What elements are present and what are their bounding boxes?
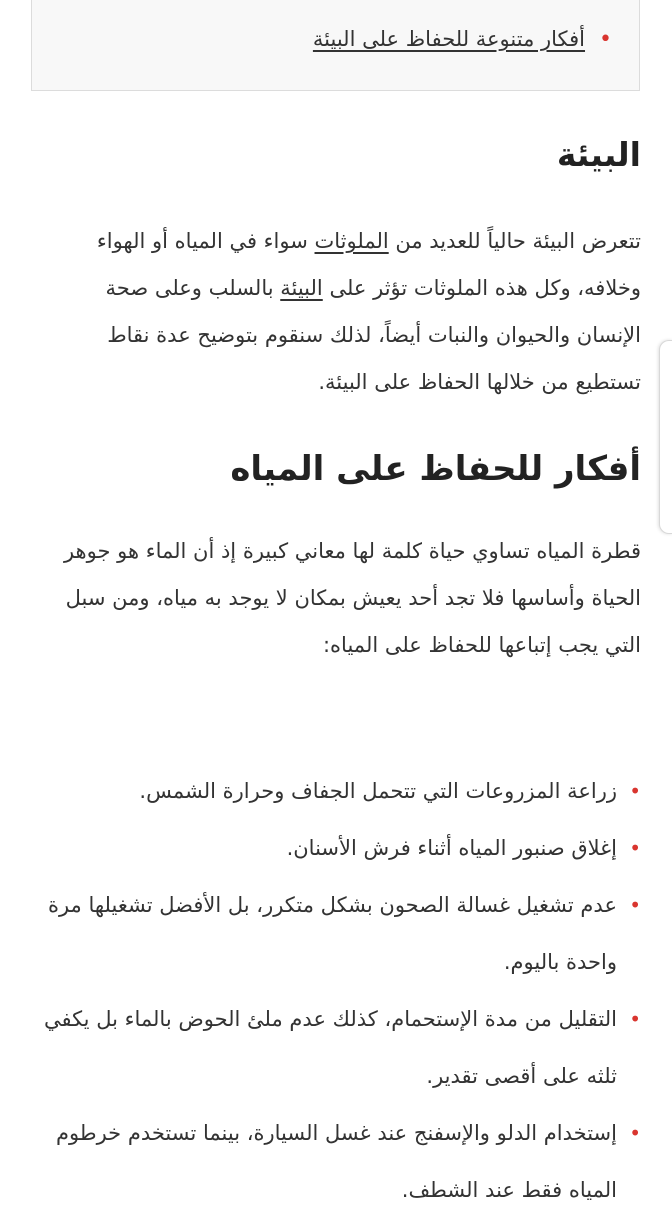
tip-text: عدم تشغيل غسالة الصحون بشكل متكرر، بل الأفضل تشغيلها مرة واحدة باليوم. <box>47 893 617 974</box>
toc-item <box>313 23 612 56</box>
paragraph-text: تتعرض البيئة حالياً للعديد من <box>388 229 641 253</box>
water-paragraph: قطرة المياه تساوي حياة كلمة لها معاني كبيرة إذ أن الماء هو جوهر الحياة وأساسها فلا تجد أحد يعيش بمكان لا يوجد به مياه، ومن سبل التي يجب إتباعها للحفاظ على المياه: <box>63 539 641 657</box>
list-item <box>41 1105 641 1219</box>
link-pollutants[interactable]: الملوثات <box>314 229 389 253</box>
side-panel-handle[interactable] <box>659 340 672 534</box>
paragraph-text: بالسلب وعلى صحة الإنسان والحيوان والنبات أيضاً، لذلك سنقوم بتوضيح عدة نقاط تستطيع من خلالها الحفاظ على البيئة. <box>105 276 641 394</box>
bullet-icon: • <box>629 836 641 860</box>
tip-text: التقليل من مدة الإستحمام، كذلك عدم ملئ الحوض بالماء بل يكفي ثلثه على أقصى تقدير. <box>43 1007 617 1088</box>
list-item <box>41 763 641 820</box>
tip-text: إغلاق صنبور المياه أثناء فرش الأسنان. <box>286 836 617 860</box>
bullet-icon: • <box>629 1007 641 1031</box>
paragraph-text: سواء في المياه أو الهواء وخلافه، وكل هذه الملوثات تؤثر على <box>96 229 641 300</box>
bullet-icon: • <box>629 779 641 803</box>
list-item <box>41 877 641 991</box>
bullet-icon: • <box>629 893 641 917</box>
link-environment[interactable]: البيئة <box>280 276 323 300</box>
tip-text: زراعة المزروعات التي تتحمل الجفاف وحرارة الشمس. <box>139 779 617 803</box>
toc-link-environment-ideas[interactable]: أفكار متنوعة للحفاظ على البيئة <box>312 27 586 51</box>
list-item <box>41 991 641 1105</box>
list-item <box>41 820 641 877</box>
environment-paragraph <box>41 218 641 406</box>
section-heading-water: أفكار للحفاظ على المياه <box>230 449 641 489</box>
bullet-icon: • <box>599 27 612 52</box>
section-heading-environment: البيئة <box>556 135 641 174</box>
tip-text: إستخدام الدلو والإسفنج عند غسل السيارة، بينما تستخدم خرطوم المياه فقط عند الشطف. <box>56 1121 617 1202</box>
water-tips-list <box>41 763 641 1219</box>
bullet-icon: • <box>629 1121 641 1145</box>
table-of-contents <box>31 0 640 91</box>
